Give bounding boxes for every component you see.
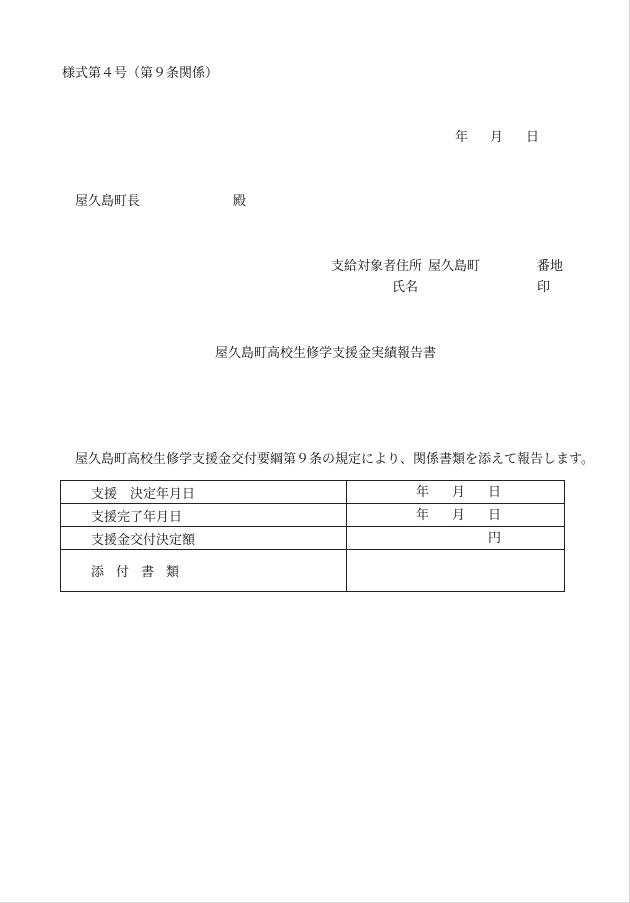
- applicant-town: 屋久島町: [428, 259, 481, 274]
- addressee-honorific: 殿: [233, 194, 247, 209]
- table-row-completion-date: [61, 504, 565, 527]
- form-number: 様式第４号（第９条関係）: [62, 66, 219, 81]
- grant-amount-label: 支援金交付決定額: [61, 527, 347, 550]
- attachments-value[interactable]: [347, 550, 565, 592]
- completion-date-value[interactable]: [347, 504, 565, 527]
- applicant-address-label: 支給対象者住所: [331, 259, 423, 274]
- decision-date-month: 月: [452, 485, 466, 500]
- grant-amount-yen: 円: [488, 531, 502, 546]
- decision-date-day: 日: [488, 485, 502, 500]
- applicant-banchi: 番地: [537, 259, 564, 274]
- table-row-attachments: [61, 550, 565, 592]
- completion-date-year: 年: [416, 508, 430, 523]
- table-row-grant-amount: [61, 527, 565, 550]
- date-year-label: 年: [455, 130, 469, 145]
- document-title: 屋久島町高校生修学支援金実績報告書: [215, 346, 437, 361]
- addressee-name: 屋久島町長: [75, 194, 141, 209]
- applicant-name-label: 氏名: [392, 280, 419, 295]
- body-text: 屋久島町高校生修学支援金交付要綱第９条の規定により、関係書類を添えて報告します。: [75, 452, 594, 467]
- decision-date-year: 年: [416, 485, 430, 500]
- decision-date-value[interactable]: [347, 481, 565, 504]
- attachments-label: 添付書類: [61, 550, 347, 592]
- table-row-decision-date: [61, 481, 565, 504]
- applicant-seal: 印: [537, 280, 551, 295]
- completion-date-day: 日: [488, 508, 502, 523]
- decision-date-label: 支援 決定年月日: [61, 481, 347, 504]
- completion-date-label: 支援完了年月日: [61, 504, 347, 527]
- grant-amount-value[interactable]: [347, 527, 565, 550]
- completion-date-month: 月: [452, 508, 466, 523]
- date-month-label: 月: [490, 130, 504, 145]
- date-day-label: 日: [526, 130, 540, 145]
- report-table: [60, 480, 565, 592]
